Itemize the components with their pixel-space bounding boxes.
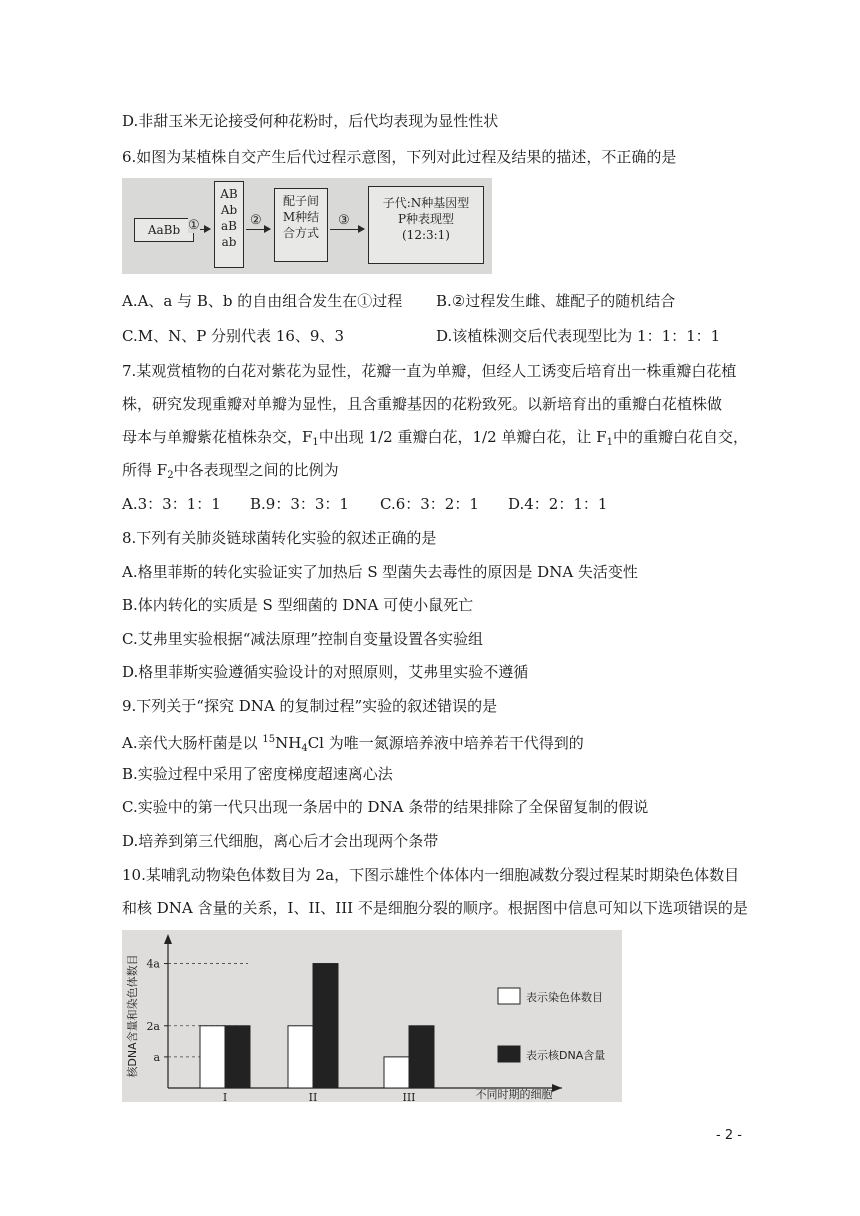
combo-line-2: M种结 xyxy=(282,210,320,224)
x-axis-arrow xyxy=(552,1084,562,1092)
step3-label: ③ xyxy=(338,213,350,228)
y-axis-label: 核DNA含量和染色体数目 xyxy=(126,954,139,1078)
q7-line-3-part-c: 中的重瓣白花自交， xyxy=(612,428,748,446)
combo-line-1: 配子间 xyxy=(282,194,319,208)
parent-genotype-box xyxy=(134,218,194,242)
y-tick-label: a xyxy=(153,1050,160,1064)
x-tick-label: III xyxy=(402,1091,416,1102)
offspring-box xyxy=(368,186,484,264)
q7-line-4-part-a: 所得 F xyxy=(122,461,168,479)
q10-line-1: 10.某哺乳动物染色体数目为 2a，下图示雄性个体体内一细胞减数分裂过程某时期染色体数目 xyxy=(122,866,740,884)
gamete-combination-box xyxy=(274,188,328,262)
step2-label: ② xyxy=(250,213,262,228)
q7-line-3-part-a: 母本与单瓣紫花植株杂交，F xyxy=(122,428,313,446)
q8-option-a: A.格里菲斯的转化实验证实了加热后 S 型菌失去毒性的原因是 DNA 失活变性 xyxy=(122,563,638,581)
q9-a-subscript: 4 xyxy=(301,743,308,754)
x-tick-label: I xyxy=(222,1091,228,1102)
q7-line-4 xyxy=(122,460,339,486)
q9-stem: 9.下列关于“探究 DNA 的复制过程”实验的叙述错误的是 xyxy=(122,697,498,715)
q5-option-d: D.非甜玉米无论接受何种花粉时，后代均表现为显性性状 xyxy=(122,112,499,130)
q6-option-b: B.②过程发生雌、雄配子的随机结合 xyxy=(436,292,676,310)
parent-genotype: AaBb xyxy=(147,223,181,237)
q6-flow-diagram xyxy=(122,178,492,274)
legend-label-chromosome: 表示染色体数目 xyxy=(526,991,603,1004)
q9-a-part-1: A.亲代大肠杆菌是以 xyxy=(122,734,263,752)
q7-option-a: A.3：3：1：1 xyxy=(122,495,221,513)
q7-line-2: 株，研究发现重瓣对单瓣为显性，且含重瓣基因的花粉致死。以新培育出的重瓣白花植株做 xyxy=(122,395,723,413)
q9-option-d: D.培养到第三代细胞，离心后才会出现两个条带 xyxy=(122,832,439,850)
q7-option-c: C.6：3：2：1 xyxy=(380,495,479,513)
q7-option-b: B.9：3：3：1 xyxy=(250,495,349,513)
q6-stem: 6.如图为某植株自交产生后代过程示意图，下列对此过程及结果的描述，不正确的是 xyxy=(122,148,677,166)
gametes-box xyxy=(214,181,244,268)
q6-option-a: A.A、a 与 B、b 的自由组合发生在①过程 xyxy=(122,292,403,310)
bar-dna-3 xyxy=(409,1026,434,1088)
q7-subscript-1: 1 xyxy=(312,437,319,448)
q6-option-c: C.M、N、P 分别代表 16、9、3 xyxy=(122,327,344,345)
gamete-AB: AB xyxy=(220,187,238,201)
q7-option-d: D.4：2：1：1 xyxy=(508,495,608,513)
q8-option-c: C.艾弗里实验根据“减法原理”控制自变量设置各实验组 xyxy=(122,630,484,648)
y-tick-label: 2a xyxy=(146,1019,160,1033)
q9-option-b: B.实验过程中采用了密度梯度超速离心法 xyxy=(122,765,393,783)
gamete-Ab: Ab xyxy=(220,203,238,217)
step1-label: ① xyxy=(188,218,200,233)
q7-line-3 xyxy=(122,427,748,453)
q7-subscript-3: 2 xyxy=(167,470,174,481)
q8-option-d: D.格里菲斯实验遵循实验设计的对照原则，艾弗里实验不遵循 xyxy=(122,663,529,681)
q7-line-1: 7.某观赏植物的白花对紫花为显性，花瓣一直为单瓣，但经人工诱变后培育出一株重瓣白花植 xyxy=(122,362,737,380)
q7-subscript-2: 1 xyxy=(606,437,613,448)
offspring-ratio: (12:3:1) xyxy=(402,228,450,242)
step3-arrow xyxy=(330,229,364,230)
y-axis-arrow xyxy=(164,934,172,944)
q7-line-3-part-b: 中出现 1/2 重瓣白花，1/2 单瓣白花，让 F xyxy=(318,428,607,446)
q9-option-a xyxy=(122,730,584,759)
q9-a-part-2: NH xyxy=(275,734,302,752)
bar-chromosome-2 xyxy=(288,1026,313,1088)
q7-line-4-part-b: 中各表现型之间的比例为 xyxy=(173,461,339,479)
q10-line-2: 和核 DNA 含量的关系，I、II、III 不是细胞分裂的顺序。根据图中信息可知以下选项错误的是 xyxy=(122,899,748,917)
page-number: - 2 - xyxy=(716,1128,742,1143)
q10-chart xyxy=(122,930,622,1102)
x-axis-label: 不同时期的细胞 xyxy=(475,1088,553,1101)
bar-dna-1 xyxy=(225,1026,250,1088)
offspring-line-2: P种表现型 xyxy=(397,212,455,226)
gamete-aB: aB xyxy=(221,219,237,233)
q9-a-part-3: Cl 为唯一氮源培养液中培养若干代得到的 xyxy=(307,734,584,752)
q10-bar-chart-svg xyxy=(122,930,622,1102)
q6-option-d: D.该植株测交后代表现型比为 1：1：1：1 xyxy=(436,327,721,345)
q8-option-b: B.体内转化的实质是 S 型细菌的 DNA 可使小鼠死亡 xyxy=(122,596,474,614)
gamete-ab: ab xyxy=(221,235,237,249)
step2-arrow xyxy=(246,229,270,230)
q9-option-c: C.实验中的第一代只出现一条居中的 DNA 条带的结果排除了全保留复制的假说 xyxy=(122,798,649,816)
legend-label-dna: 表示核DNA含量 xyxy=(526,1049,606,1062)
bar-chromosome-1 xyxy=(200,1026,225,1088)
combo-line-3: 合方式 xyxy=(282,226,319,240)
q8-stem: 8.下列有关肺炎链球菌转化实验的叙述正确的是 xyxy=(122,529,437,547)
legend-swatch-chromosome xyxy=(498,988,520,1004)
y-tick-label: 4a xyxy=(146,957,160,971)
legend-swatch-dna xyxy=(498,1046,520,1062)
q9-a-superscript: 15 xyxy=(262,734,276,745)
bar-chromosome-3 xyxy=(384,1057,409,1088)
bar-dna-2 xyxy=(313,964,338,1088)
offspring-line-1: 子代:N种基因型 xyxy=(382,196,470,210)
x-tick-label: II xyxy=(308,1091,318,1102)
